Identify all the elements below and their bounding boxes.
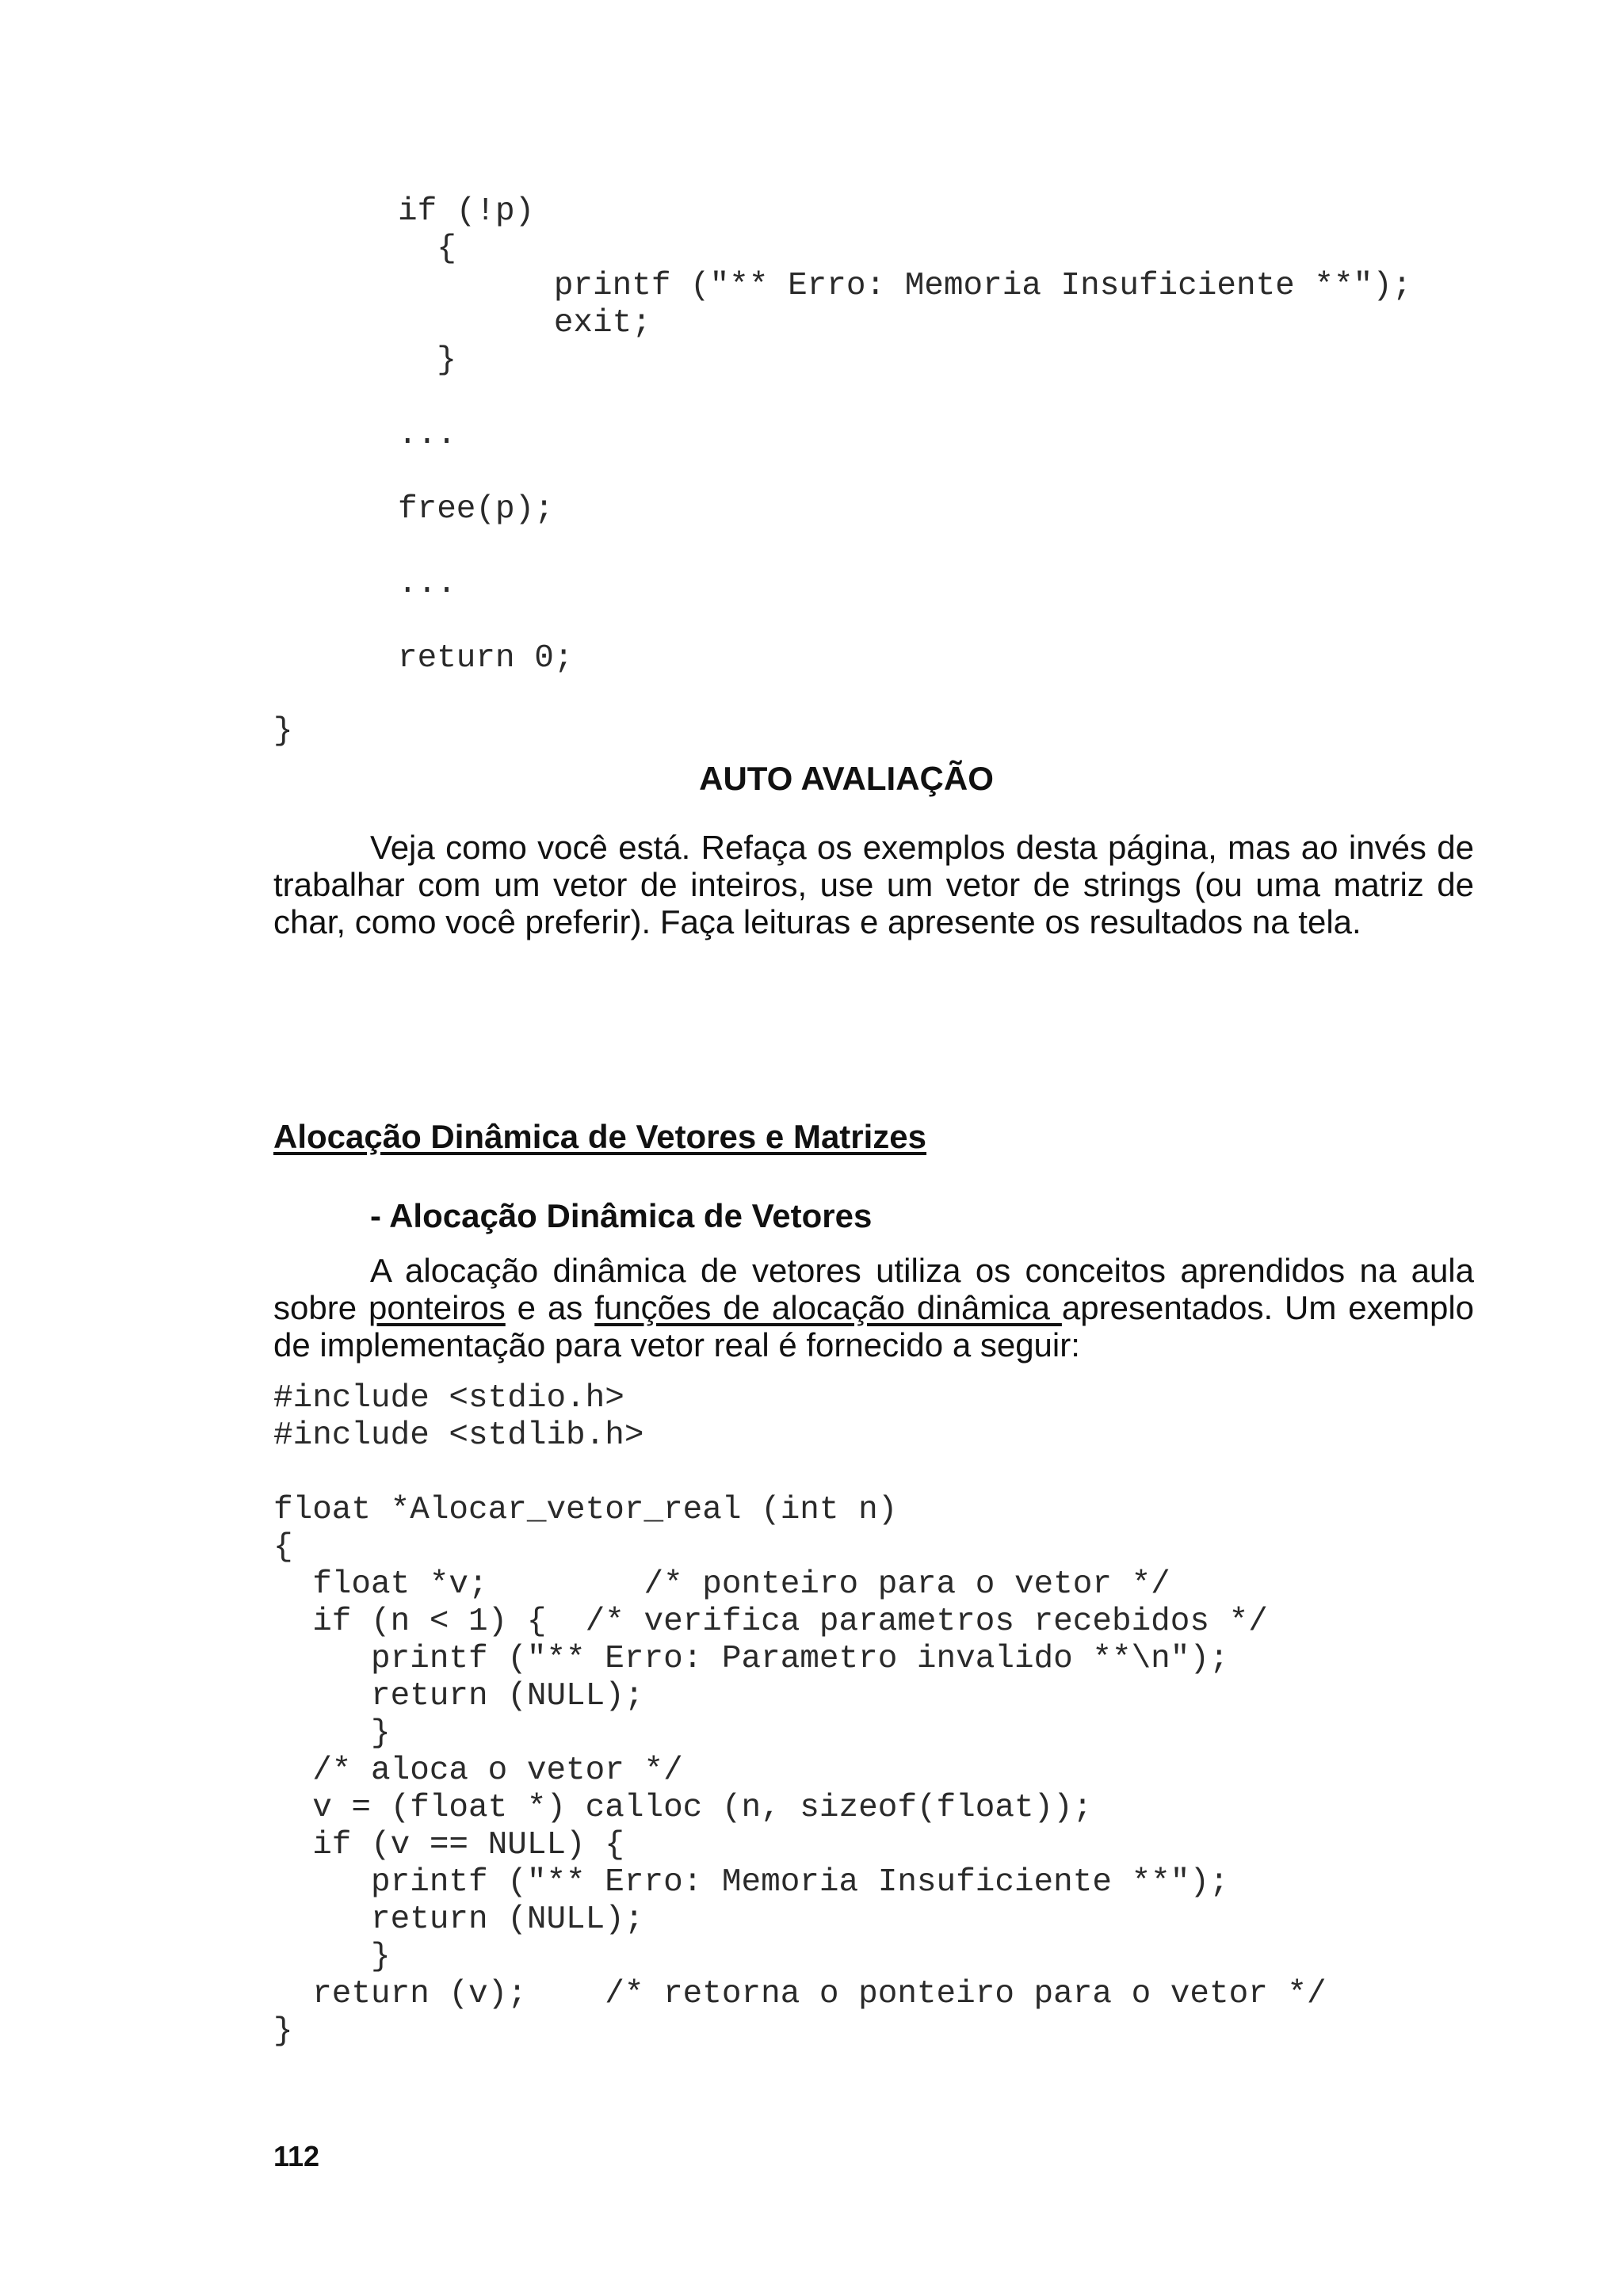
auto-avaliacao-paragraph: Veja como você está. Refaça os exemplos desta página, mas ao invés de trabalhar com um vetor de inteiros, use um vetor de strings (ou uma matriz de char, como você preferir). Faça leituras e apresente os resultados na tela. <box>273 829 1474 940</box>
section-heading: Alocação Dinâmica de Vetores e Matrizes <box>273 1118 927 1155</box>
page-number: 112 <box>273 2140 320 2172</box>
auto-avaliacao-title-text: AUTO AVALIAÇÃO <box>699 760 994 797</box>
code-block-error-check: if (!p) { printf ("** Erro: Memoria Insuficiente **"); exit; } ... free(p); ... return 0; <box>398 193 1412 677</box>
intro-paragraph <box>273 1252 1474 1363</box>
auto-avaliacao-title <box>0 759 1623 799</box>
intro-text-part2: e as <box>505 1289 595 1326</box>
code-closing-brace: } <box>273 713 293 749</box>
ponteiros-link[interactable]: ponteiros <box>368 1289 506 1326</box>
code-block-alocar-vetor: #include <stdio.h> #include <stdlib.h> float *Alocar_vetor_real (int n) { float *v; /* ponteiro para o vetor */ if (n < 1) { /* verifica parametros recebidos */ printf ("** Erro: Parametro invalido **\n"); return (NULL); } /* aloca o vetor */ v = (float *) calloc (n, sizeof(float)); if (v == NULL) { printf ("** Erro: Memoria Insuficiente **"); return (NULL); } return (v); /* retorna o ponteiro para o vetor */ } <box>273 1380 1327 2050</box>
intro-text-part1: A alocação dinâmica de vetores utiliza os conceitos aprendidos na aula sobre <box>273 1252 1474 1326</box>
intro-text-part3: apresentados. Um exemplo de implementação para vetor real é fornecido a seguir: <box>273 1289 1475 1363</box>
subsection-heading: - Alocação Dinâmica de Vetores <box>370 1197 873 1234</box>
funcoes-alocacao-link[interactable]: funções de alocação dinâmica <box>594 1289 1062 1326</box>
